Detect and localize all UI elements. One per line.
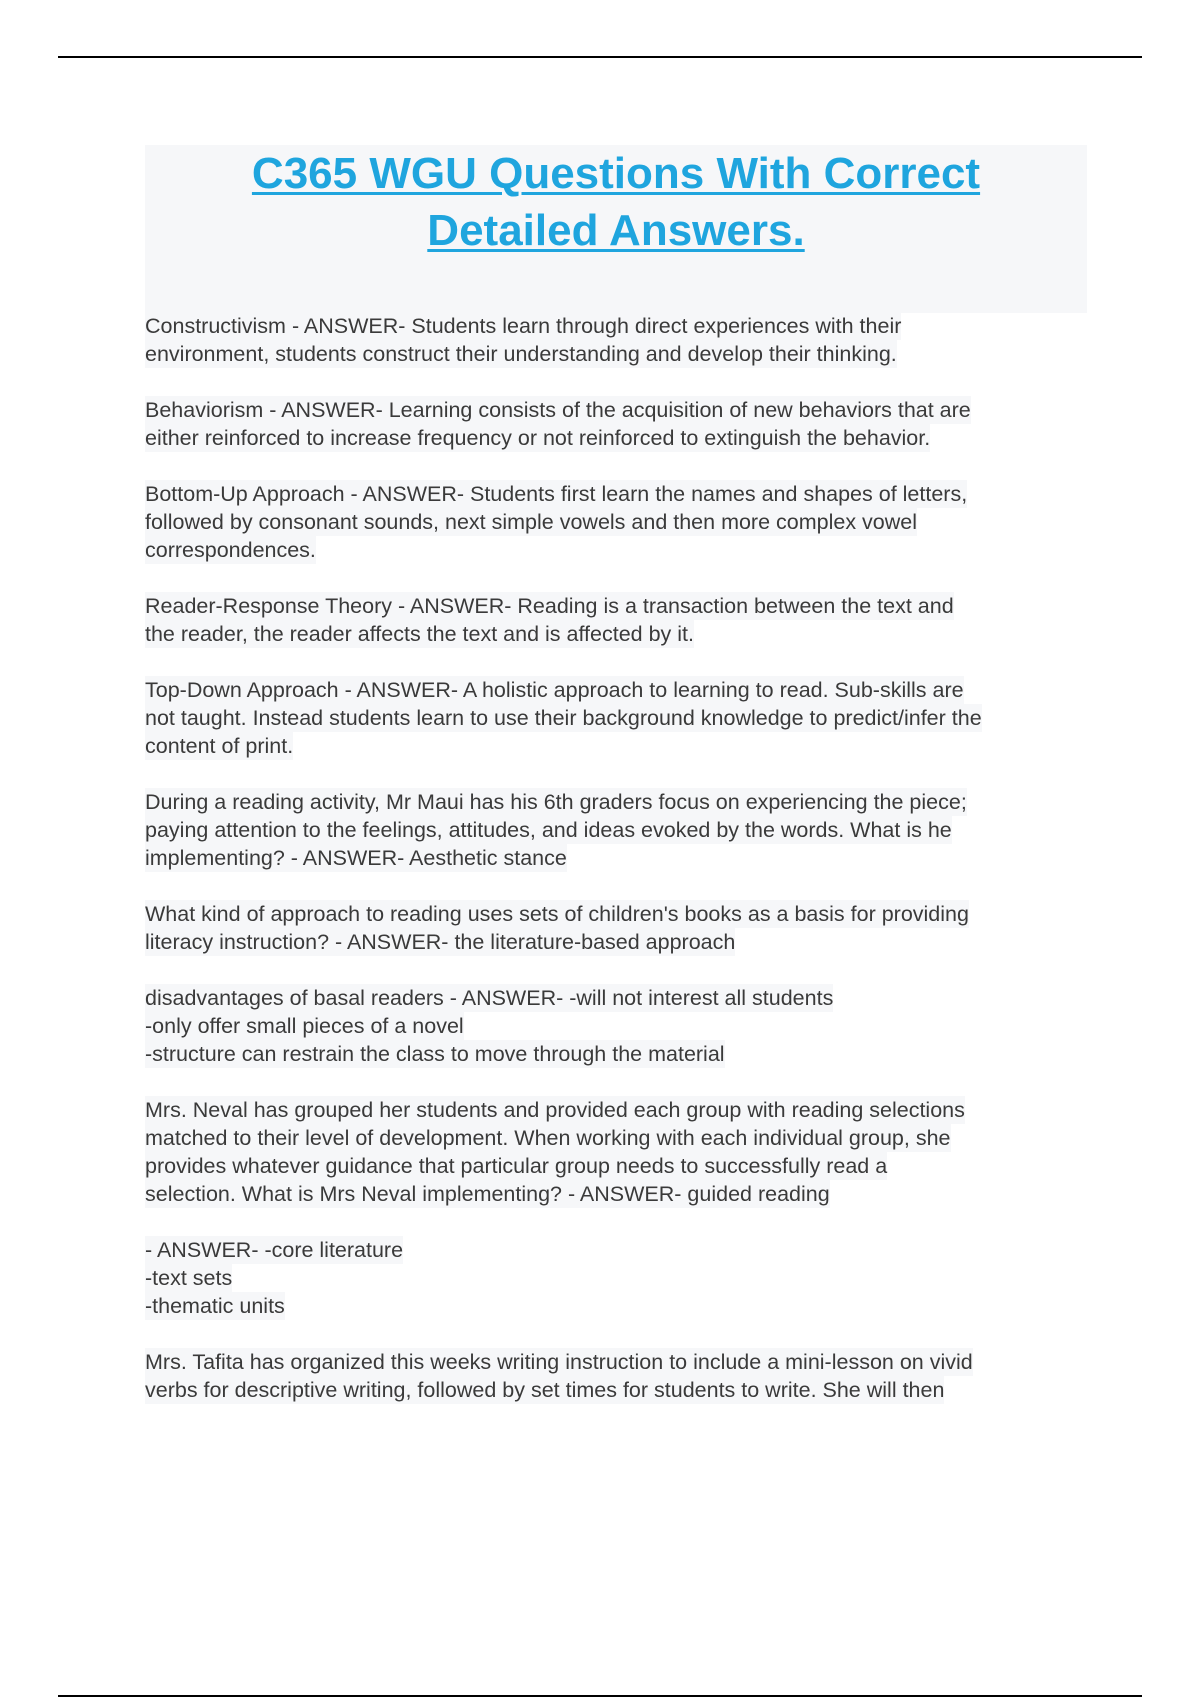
qa-line: Top-Down Approach - ANSWER- A holistic approach to learning to read. Sub-skills are — [145, 678, 964, 702]
qa-entry — [145, 592, 1090, 648]
qa-entry — [145, 1236, 1090, 1320]
qa-line: selection. What is Mrs Neval implementing? - ANSWER- guided reading — [145, 1182, 830, 1206]
qa-line: -text sets — [145, 1266, 233, 1290]
qa-line: Reader-Response Theory - ANSWER- Reading is a transaction between the text and — [145, 594, 954, 618]
qa-line: literacy instruction? - ANSWER- the literature-based approach — [145, 930, 736, 954]
qa-line: - ANSWER- -core literature — [145, 1238, 404, 1262]
qa-line: content of print. — [145, 734, 294, 758]
qa-line: correspondences. — [145, 538, 316, 562]
qa-line: the reader, the reader affects the text and is affected by it. — [145, 622, 694, 646]
title-line-1: C365 WGU Questions With Correct — [251, 149, 981, 198]
qa-entry — [145, 396, 1090, 452]
qa-line: provides whatever guidance that particular group needs to successfully read a — [145, 1154, 888, 1178]
qa-line: Constructivism - ANSWER- Students learn through direct experiences with their — [145, 314, 902, 338]
qa-line: paying attention to the feelings, attitudes, and ideas evoked by the words. What is he — [145, 818, 952, 842]
qa-line: During a reading activity, Mr Maui has his 6th graders focus on experiencing the piece; — [145, 790, 967, 814]
document-title — [145, 145, 1087, 259]
qa-entry — [145, 676, 1090, 760]
qa-entry — [145, 788, 1090, 872]
qa-line: -structure can restrain the class to move through the material — [145, 1042, 725, 1066]
qa-line: implementing? - ANSWER- Aesthetic stance — [145, 846, 567, 870]
qa-entry — [145, 900, 1090, 956]
qa-line: matched to their level of development. When working with each individual group, she — [145, 1126, 951, 1150]
qa-line: Bottom-Up Approach - ANSWER- Students first learn the names and shapes of letters, — [145, 482, 968, 506]
top-rule — [58, 56, 1142, 58]
qa-line: What kind of approach to reading uses sets of children's books as a basis for providing — [145, 902, 969, 926]
qa-line: Behaviorism - ANSWER- Learning consists of the acquisition of new behaviors that are — [145, 398, 971, 422]
title-block — [145, 145, 1087, 313]
qa-line: disadvantages of basal readers - ANSWER- -will not interest all students — [145, 986, 834, 1010]
qa-line: followed by consonant sounds, next simple vowels and then more complex vowel — [145, 510, 918, 534]
qa-entry — [145, 1096, 1090, 1208]
qa-line: either reinforced to increase frequency or not reinforced to extinguish the behavior. — [145, 426, 931, 450]
qa-entry — [145, 312, 1090, 368]
qa-list — [145, 312, 1090, 1432]
qa-entry — [145, 984, 1090, 1068]
qa-line: not taught. Instead students learn to use their background knowledge to predict/infer the — [145, 706, 982, 730]
qa-line: environment, students construct their understanding and develop their thinking. — [145, 342, 897, 366]
qa-line: Mrs. Neval has grouped her students and provided each group with reading selections — [145, 1098, 965, 1122]
qa-line: -only offer small pieces of a novel — [145, 1014, 464, 1038]
qa-entry — [145, 480, 1090, 564]
qa-entry — [145, 1348, 1090, 1404]
qa-line: Mrs. Tafita has organized this weeks writing instruction to include a mini-lesson on vivid — [145, 1350, 973, 1374]
title-line-2: Detailed Answers. — [427, 206, 805, 255]
qa-line: -thematic units — [145, 1294, 285, 1318]
bottom-rule — [58, 1695, 1142, 1697]
qa-line: verbs for descriptive writing, followed by set times for students to write. She will then — [145, 1378, 945, 1402]
